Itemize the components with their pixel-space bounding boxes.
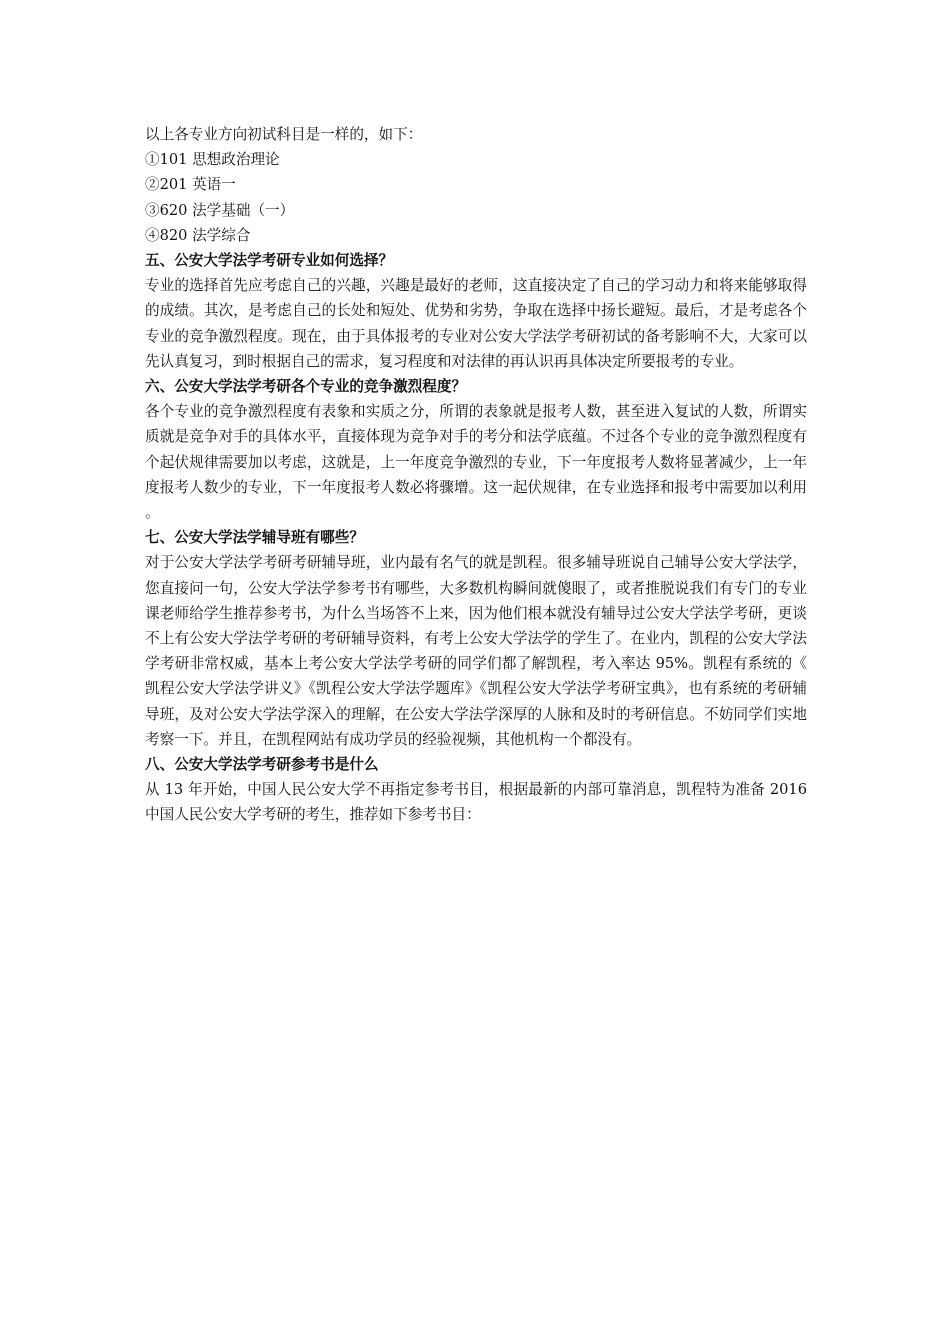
- section-heading-7: 七、公安大学法学辅导班有哪些？: [145, 529, 364, 547]
- subject-item-law-comprehensive: ④820 法学综合: [145, 226, 251, 244]
- section-heading-5: 五、公安大学法学考研专业如何选择？: [145, 252, 394, 270]
- subject-item-english: ②201 英语一: [145, 176, 236, 194]
- section-heading-8: 八、公安大学法学考研参考书是什么: [145, 756, 379, 774]
- section-body-5: 专业的选择首先应考虑自己的兴趣，兴趣是最好的老师，这直接决定了自己的学习动力和将来能够取得的成绩。其次，是考虑自己的长处和短处、优势和劣势，争取在选择中扬长避短。最后，才是考虑各个专业的竞争激烈程度。现在，由于具体报考的专业对公安大学法学考研初试的备考影响不大，大家可以先认真复习，到时根据自己的需求，复习程度和对法律的再认识再具体决定所要报考的专业。: [145, 277, 807, 370]
- section-heading-6: 六、公安大学法学考研各个专业的竞争激烈程度？: [145, 378, 467, 396]
- document-page: [145, 122, 807, 828]
- section-body-8: 从 13 年开始，中国人民公安大学不再指定参考书目，根据最新的内部可靠消息，凯程特为准备 2016 中国人民公安大学考研的考生，推荐如下参考书目：: [145, 781, 807, 824]
- subject-item-politics: ①101 思想政治理论: [145, 151, 280, 169]
- section-body-6: 各个专业的竞争激烈程度有表象和实质之分，所谓的表象就是报考人数，甚至进入复试的人数，所谓实质就是竞争对手的具体水平，直接体现为竞争对手的考分和法学底蕴。不过各个专业的竞争激烈程度有个起伏规律需要加以考虑，这就是，上一年度竞争激烈的专业，下一年度报考人数将显著减少，上一年度报考人数少的专业，下一年度报考人数必将骤增。这一起伏规律，在专业选择和报考中需要加以利用。: [145, 403, 807, 522]
- intro-line: 以上各专业方向初试科目是一样的，如下：: [145, 126, 423, 143]
- section-body-7: 对于公安大学法学考研考研辅导班，业内最有名气的就是凯程。很多辅导班说自己辅导公安大学法学，您直接问一句，公安大学法学参考书有哪些，大多数机构瞬间就傻眼了，或者推脱说我们有专门的专业课老师给学生推荐参考书，为什么当场答不上来，因为他们根本就没有辅导过公安大学法学考研，更谈不上有公安大学法学考研的考研辅导资料，有考上公安大学法学的学生了。在业内，凯程的公安大学法学考研非常权威，基本上考公安大学法学考研的同学们都了解凯程，考入率达 95%。凯程有系统的《凯程公安大学法学讲义》《凯程公安大学法学题库》《凯程公安大学法学考研宝典》，也有系统的考研辅导班，及对公安大学法学深入的理解，在公安大学法学深厚的人脉和及时的考研信息。不妨同学们实地考察一下。并且，在凯程网站有成功学员的经验视频，其他机构一个都没有。: [145, 554, 807, 748]
- subject-item-law-basics: ③620 法学基础（一）: [145, 201, 295, 219]
